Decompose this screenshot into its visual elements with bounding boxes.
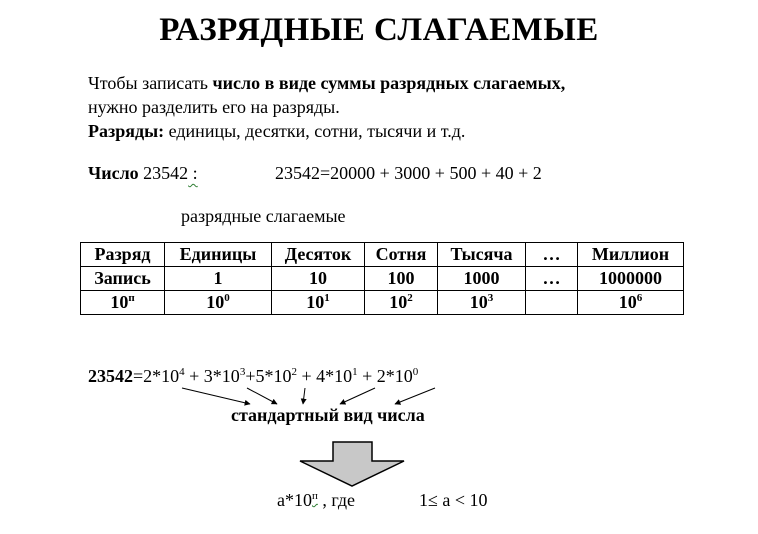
cell-text: Запись [94, 268, 151, 288]
cell-exponent: 0 [224, 292, 230, 304]
intro-line-3-bold: Разряды: [88, 121, 165, 141]
example-expansion: 23542=20000 + 3000 + 500 + 40 + 2 [275, 163, 542, 183]
down-block-arrow [300, 442, 404, 486]
cell-exponent: 2 [407, 292, 413, 304]
pointer-arrow [247, 388, 277, 404]
cell-text: 10 [469, 292, 488, 312]
pointer-arrow [182, 388, 250, 404]
formula-term: + 3*10 [184, 366, 240, 386]
cell-text: 10 [110, 292, 129, 312]
cell-text: 10 [389, 292, 408, 312]
example-value: 23542 [138, 163, 189, 183]
cell-text: 10 [309, 268, 327, 288]
standard-form-label: стандартный вид числа [231, 405, 425, 425]
cell-text: Десяток [284, 244, 352, 264]
formula-term: + 4*10 [296, 366, 353, 386]
example-caption: разрядные слагаемые [181, 206, 346, 226]
intro-line-3-plain: единицы, десятки, сотни, тысячи и т.д. [164, 121, 466, 141]
cell-text: Разряд [94, 244, 151, 264]
formula-exponent: 0 [412, 366, 419, 378]
formula-exponent: 4 [179, 366, 185, 378]
cell-text: 100 [387, 268, 415, 288]
page-title: РАЗРЯДНЫЕ СЛАГАЕМЫЕ [159, 12, 599, 48]
formula-term: + 2*10 [357, 366, 413, 386]
cell-text: Миллион [591, 244, 670, 264]
cell-text: 10 [306, 292, 325, 312]
general-form-base: a*10 [277, 490, 312, 510]
example-label: Число [88, 163, 139, 183]
cell-text: 1 [213, 268, 223, 288]
cell-text: 1000000 [599, 268, 662, 288]
cell-text: Единицы [179, 244, 257, 264]
cell-text: … [542, 244, 561, 264]
formula-exponent: 2 [291, 366, 297, 378]
cell-exponent: 3 [487, 292, 494, 304]
general-form-exponent: п [312, 490, 318, 502]
cell-text: Сотня [375, 244, 427, 264]
cell-text: Тысяча [450, 244, 513, 264]
general-form-condition: 1≤ a < 10 [419, 490, 488, 510]
intro-line-2: нужно разделить его на разряды. [88, 97, 340, 117]
example-colon: : [188, 163, 198, 183]
formula-term: +5*10 [245, 366, 292, 386]
cell-text: … [542, 268, 561, 288]
pointer-arrow [303, 388, 305, 404]
cell-text: 10 [618, 292, 637, 312]
general-form [277, 489, 355, 511]
cell-exponent: п [128, 292, 135, 304]
pointer-arrow [340, 388, 375, 404]
cell-text: 10 [206, 292, 225, 312]
general-form-where: , где [317, 490, 356, 510]
formula-lhs: 23542 [88, 366, 133, 386]
formula-exponent: 3 [239, 366, 246, 378]
formula-exponent: 1 [352, 366, 358, 378]
cell-exponent: 6 [636, 292, 643, 304]
pointer-arrow [395, 388, 435, 404]
intro-line-1-bold: число в виде суммы разрядных слагаемых, [212, 73, 566, 93]
formula-term: =2*10 [133, 366, 180, 386]
cell-text: 1000 [463, 268, 500, 288]
cell-exponent: 1 [324, 292, 330, 304]
intro-line-1-plain: Чтобы записать [88, 73, 213, 93]
